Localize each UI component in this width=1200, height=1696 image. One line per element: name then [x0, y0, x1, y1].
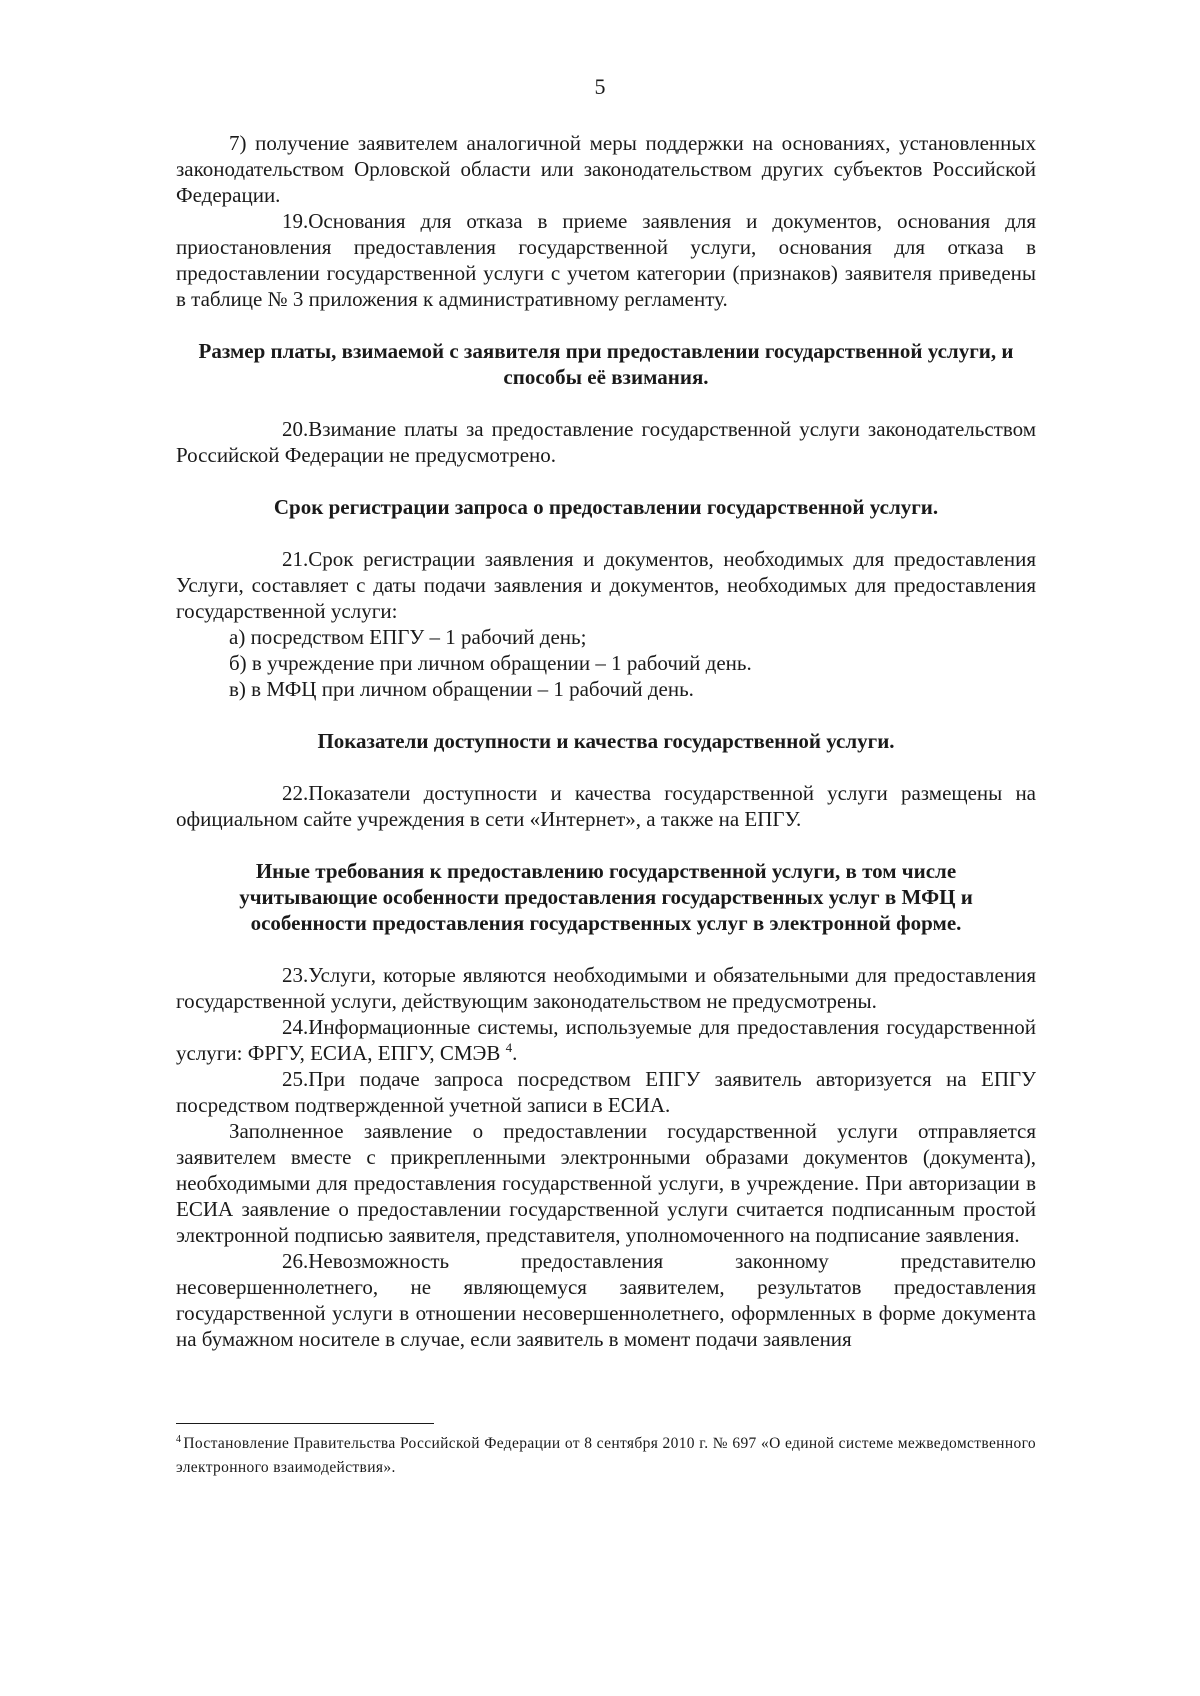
section-heading-quality: Показатели доступности и качества государственной услуги.: [317, 729, 895, 753]
paragraph-number: 25.: [282, 1067, 309, 1091]
paragraph-text: Информационные системы, используемые для предоставления государственной услуги: ФРГУ, ЕСИА, ЕПГУ, СМЭВ: [176, 1015, 1036, 1065]
list-item: б) в учреждение при личном обращении – 1 рабочий день.: [229, 651, 752, 675]
footnote-mark: 4: [176, 1433, 182, 1445]
paragraph-text: Невозможность предоставления законному представителю несовершеннолетнего, не являющемуся заявителем, результатов предоставления государственной услуги в отношении несовершеннолетнего, оформленных в форме документа на бумажном носителе в случае, если заявитель в момент подачи заявления: [176, 1249, 1036, 1351]
paragraph-tail: .: [512, 1041, 518, 1065]
paragraph-number: 22.: [282, 781, 309, 805]
paragraph-19: [176, 208, 1036, 312]
paragraph-text: Взимание платы за предоставление государственной услуги законодательством Российской Федерации не предусмотрено.: [176, 417, 1036, 467]
paragraph-text: Срок регистрации заявления и документов, необходимых для предоставления Услуги, составляет с даты подачи заявления и документов, необходимых для предоставления государственной услуги:: [176, 547, 1036, 623]
paragraph-number: 24.: [282, 1015, 309, 1039]
paragraph-text: Основания для отказа в приеме заявления и документов, основания для приостановления предоставления государственной услуги, основания для отказа в предоставлении государственной услуги с учетом категории (признаков) заявителя приведены в таблице № 3 приложения к административному регламенту.: [176, 209, 1036, 311]
paragraph-number: 20.: [282, 417, 309, 441]
document-body: [176, 130, 1036, 1352]
section-heading-fee: Размер платы, взимаемой с заявителя при предоставлении государственной услуги, и способы её взимания.: [198, 339, 1014, 389]
page-number: 5: [594, 74, 606, 99]
footnote-reference[interactable]: 4: [505, 1040, 513, 1055]
paragraph-number: 26.: [282, 1249, 309, 1273]
list-item: а) посредством ЕПГУ – 1 рабочий день;: [229, 625, 587, 649]
paragraph-21: [176, 546, 1036, 624]
paragraph-text: Показатели доступности и качества государственной услуги размещены на официальном сайте учреждения в сети «Интернет», а также на ЕПГУ.: [176, 781, 1036, 831]
paragraph-26: [176, 1248, 1036, 1352]
section-heading-registration: Срок регистрации запроса о предоставлении государственной услуги.: [273, 495, 939, 519]
paragraph-25: [176, 1066, 1036, 1118]
paragraph-text: Услуги, которые являются необходимыми и обязательными для предоставления государственной услуги, действующим законодательством не предусмотрены.: [176, 963, 1036, 1013]
paragraph-20: [176, 416, 1036, 468]
list-item: в) в МФЦ при личном обращении – 1 рабочий день.: [229, 677, 694, 701]
footnote-separator: [176, 1423, 434, 1424]
paragraph-25-continuation: Заполненное заявление о предоставлении государственной услуги отправляется заявителем вместе с прикрепленными электронными образами документов (документа), необходимыми для предоставления государственной услуги, в учреждение. При авторизации в ЕСИА заявление о предоставлении государственной услуги считается подписанным простой электронной подписью заявителя, представителя, уполномоченного на подписание заявления.: [176, 1119, 1036, 1247]
paragraph-24: [176, 1014, 1036, 1066]
paragraph-7-item: 7) получение заявителем аналогичной меры поддержки на основаниях, установленных законодательством Орловской области или законодательством других субъектов Российской Федерации.: [176, 131, 1036, 207]
section-heading-other-requirements: Иные требования к предоставлению государственной услуги, в том числе учитывающие особенности предоставления государственных услуг в МФЦ и особенности предоставления государственных услуг в электронной форме.: [239, 859, 973, 935]
footnote-text: Постановление Правительства Российской Федерации от 8 сентября 2010 г. № 697 «О единой системе межведомственного электронного взаимодействия».: [176, 1435, 1036, 1476]
paragraph-number: 21.: [282, 547, 309, 571]
paragraph-text: При подаче запроса посредством ЕПГУ заявитель авторизуется на ЕПГУ посредством подтвержденной учетной записи в ЕСИА.: [176, 1067, 1036, 1117]
paragraph-23: [176, 962, 1036, 1014]
footnote: [176, 1432, 1036, 1480]
paragraph-22: [176, 780, 1036, 832]
paragraph-number: 23.: [282, 963, 309, 987]
paragraph-number: 19.: [282, 209, 309, 233]
